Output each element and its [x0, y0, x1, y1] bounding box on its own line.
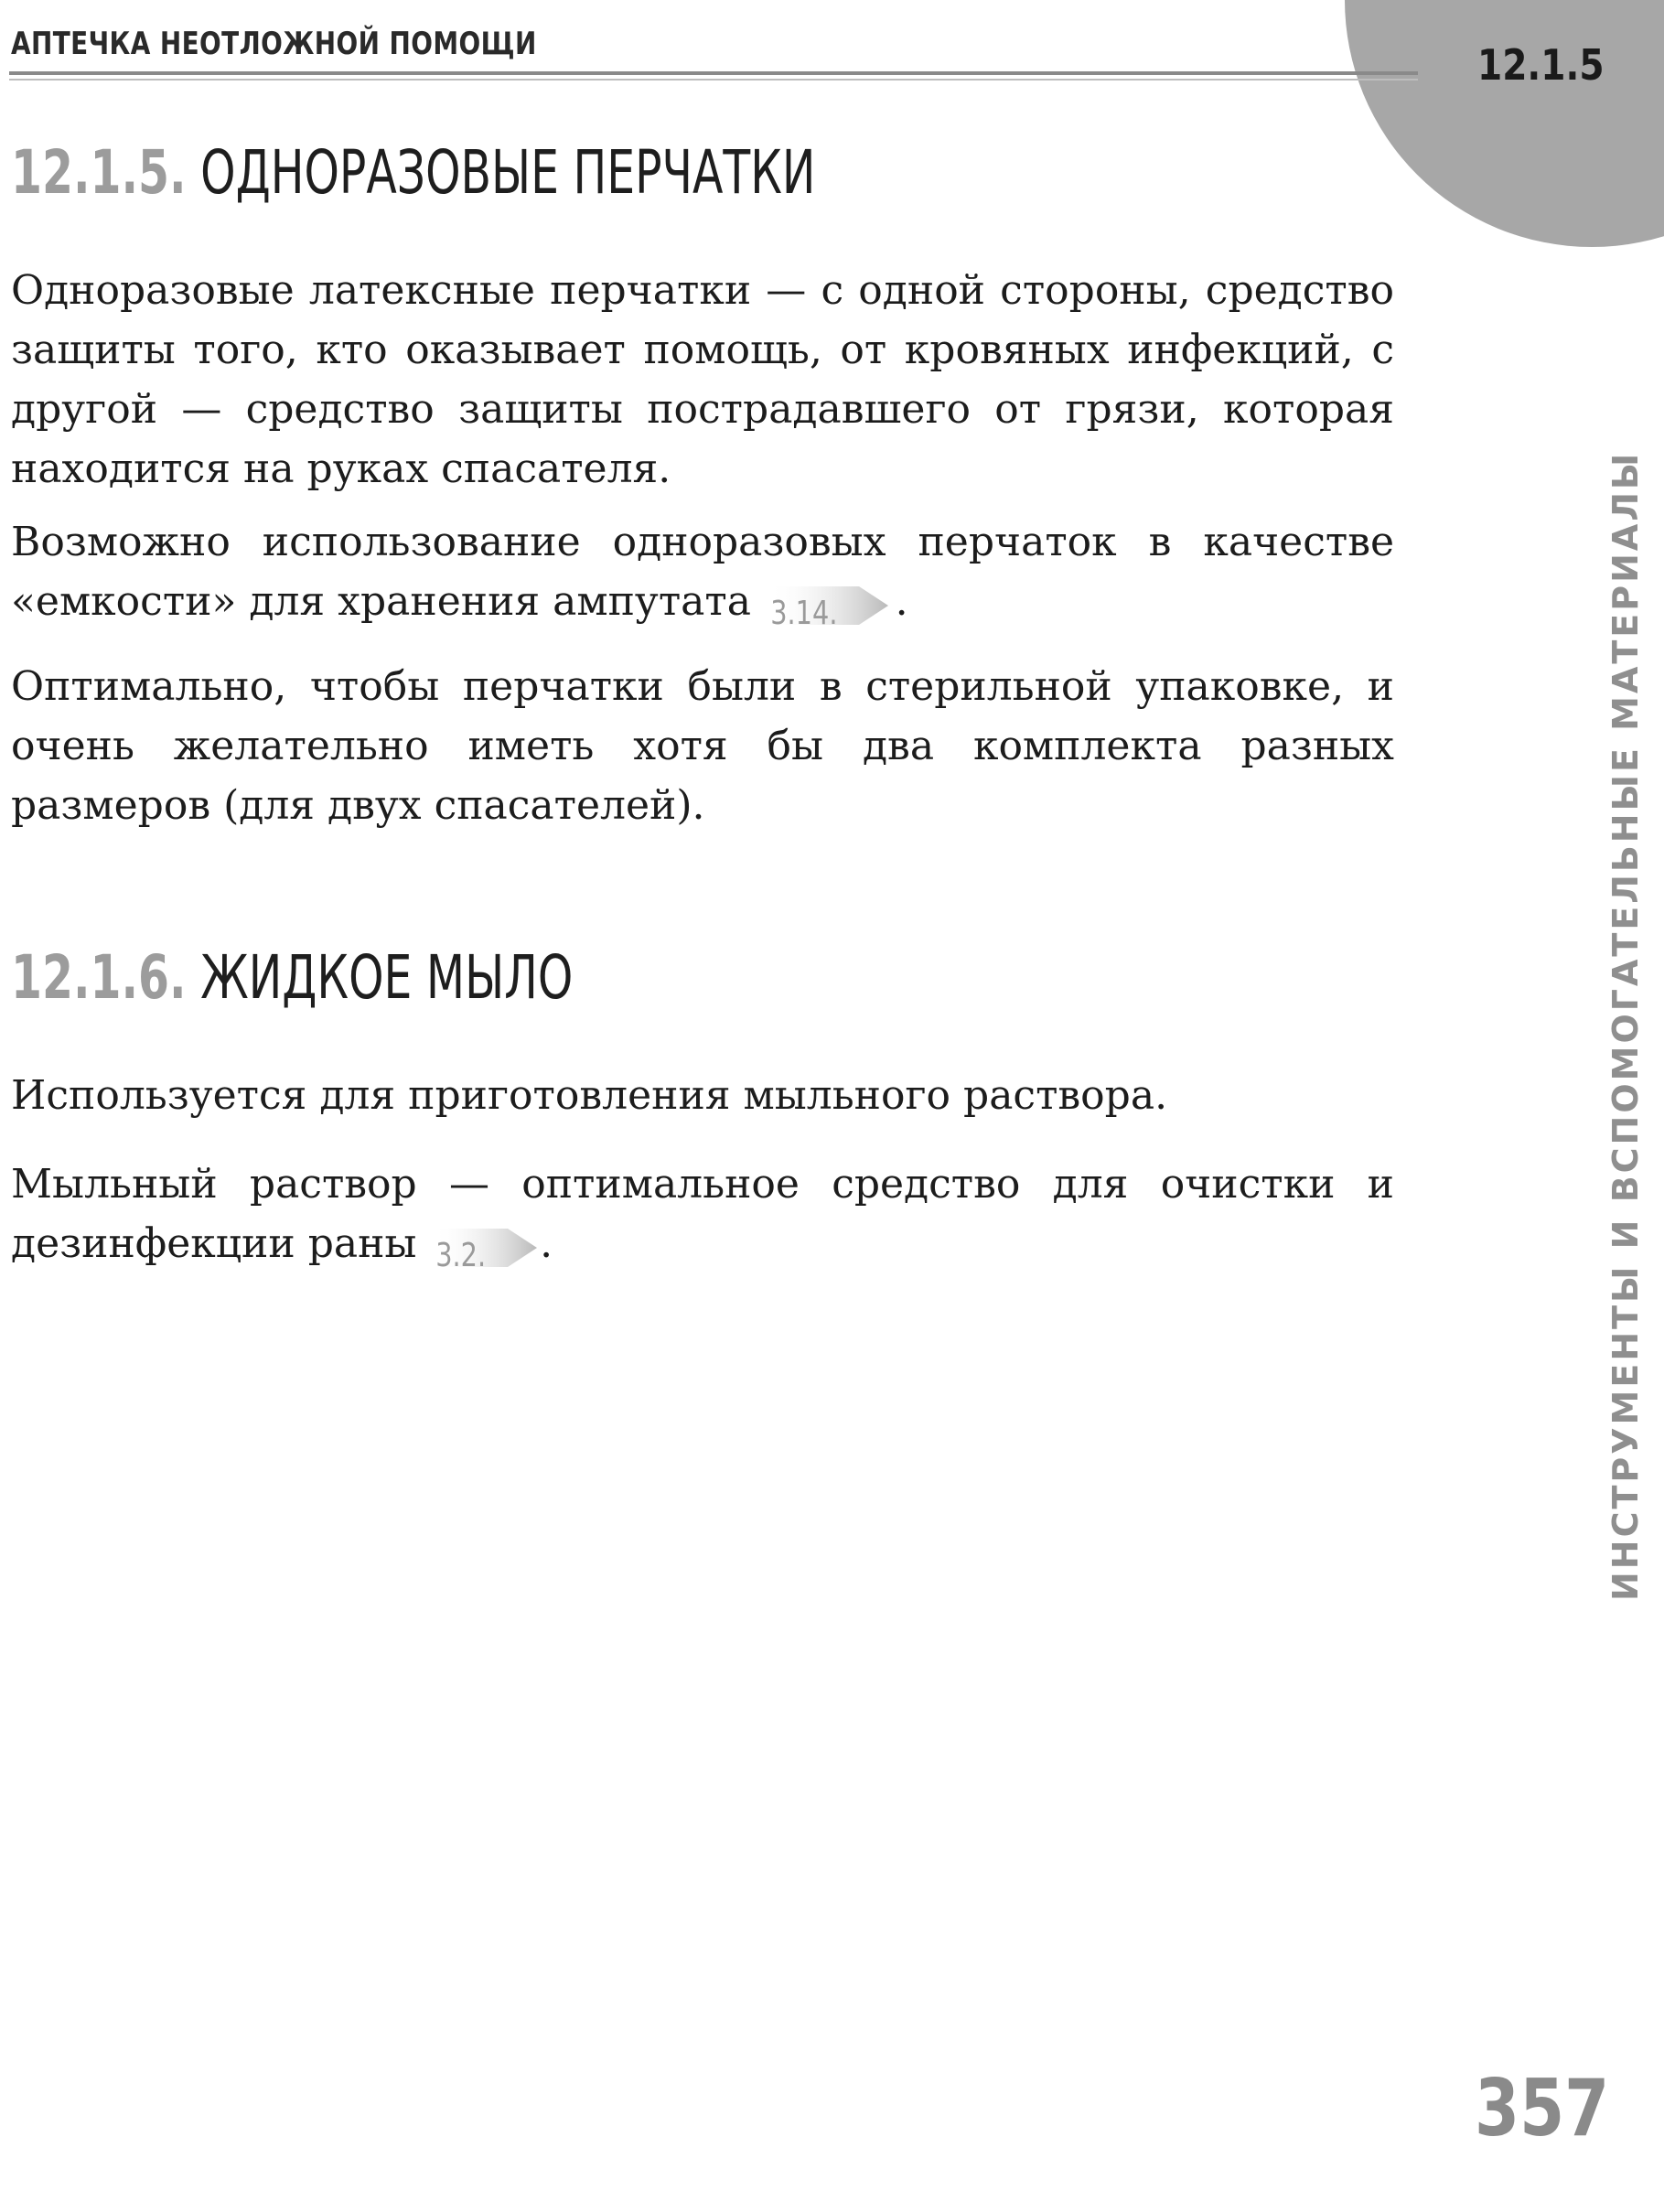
paragraph — [11, 657, 1394, 835]
paragraph-text: Используется для приготовления мыльного раствора. — [11, 1072, 1168, 1119]
header-rule — [9, 71, 1418, 75]
paragraph-tail: . — [895, 578, 908, 625]
cross-reference-link[interactable] — [433, 1223, 499, 1272]
cross-reference-number: 3.14. — [770, 595, 838, 632]
page-number: 357 — [1475, 2063, 1610, 2154]
section-heading — [11, 942, 573, 1013]
paragraph — [11, 1066, 1394, 1125]
paragraph — [11, 1154, 1394, 1273]
running-header-title: АПТЕЧКА НЕОТЛОЖНОЙ ПОМОЩИ — [11, 26, 537, 62]
paragraph-text: Одноразовые латексные перчатки — с одной стороны, средство защиты того, кто оказывает помощь, от кровяных инфекций, с другой — средство защиты пострадавшего от грязи, которая находится на руках спасателя. — [11, 267, 1394, 492]
paragraph-text: Мыльный раствор — оптимальное средство для очистки и дезинфекции раны — [11, 1161, 1394, 1267]
section-tab-shape — [1345, 0, 1664, 247]
paragraph — [11, 261, 1394, 499]
paragraph-tail: . — [540, 1220, 553, 1267]
section-number: 12.1.6. — [11, 942, 187, 1013]
chapter-side-label: ИНСТРУМЕНТЫ И ВСПОМОГАТЕЛЬНЫЕ МАТЕРИАЛЫ — [1605, 450, 1646, 1601]
cross-reference-number: 3.2. — [435, 1237, 487, 1274]
paragraph — [11, 512, 1394, 631]
paragraph-text: Возможно использование одноразовых перчаток в качестве «емкости» для хранения ампутата — [11, 519, 1394, 625]
cross-reference-link[interactable] — [768, 581, 855, 630]
section-tab-number: 12.1.5 — [1477, 40, 1605, 90]
header-rule-thin — [9, 79, 1418, 81]
section-title: ЖИДКОЕ МЫЛО — [200, 942, 574, 1013]
section-number: 12.1.5. — [11, 137, 187, 208]
paragraph-text: Оптимально, чтобы перчатки были в стерильной упаковке, и очень желательно иметь хотя бы два комплекта разных размеров (для двух спасателей). — [11, 663, 1394, 829]
section-heading — [11, 137, 815, 208]
section-title: ОДНОРАЗОВЫЕ ПЕРЧАТКИ — [200, 137, 816, 208]
